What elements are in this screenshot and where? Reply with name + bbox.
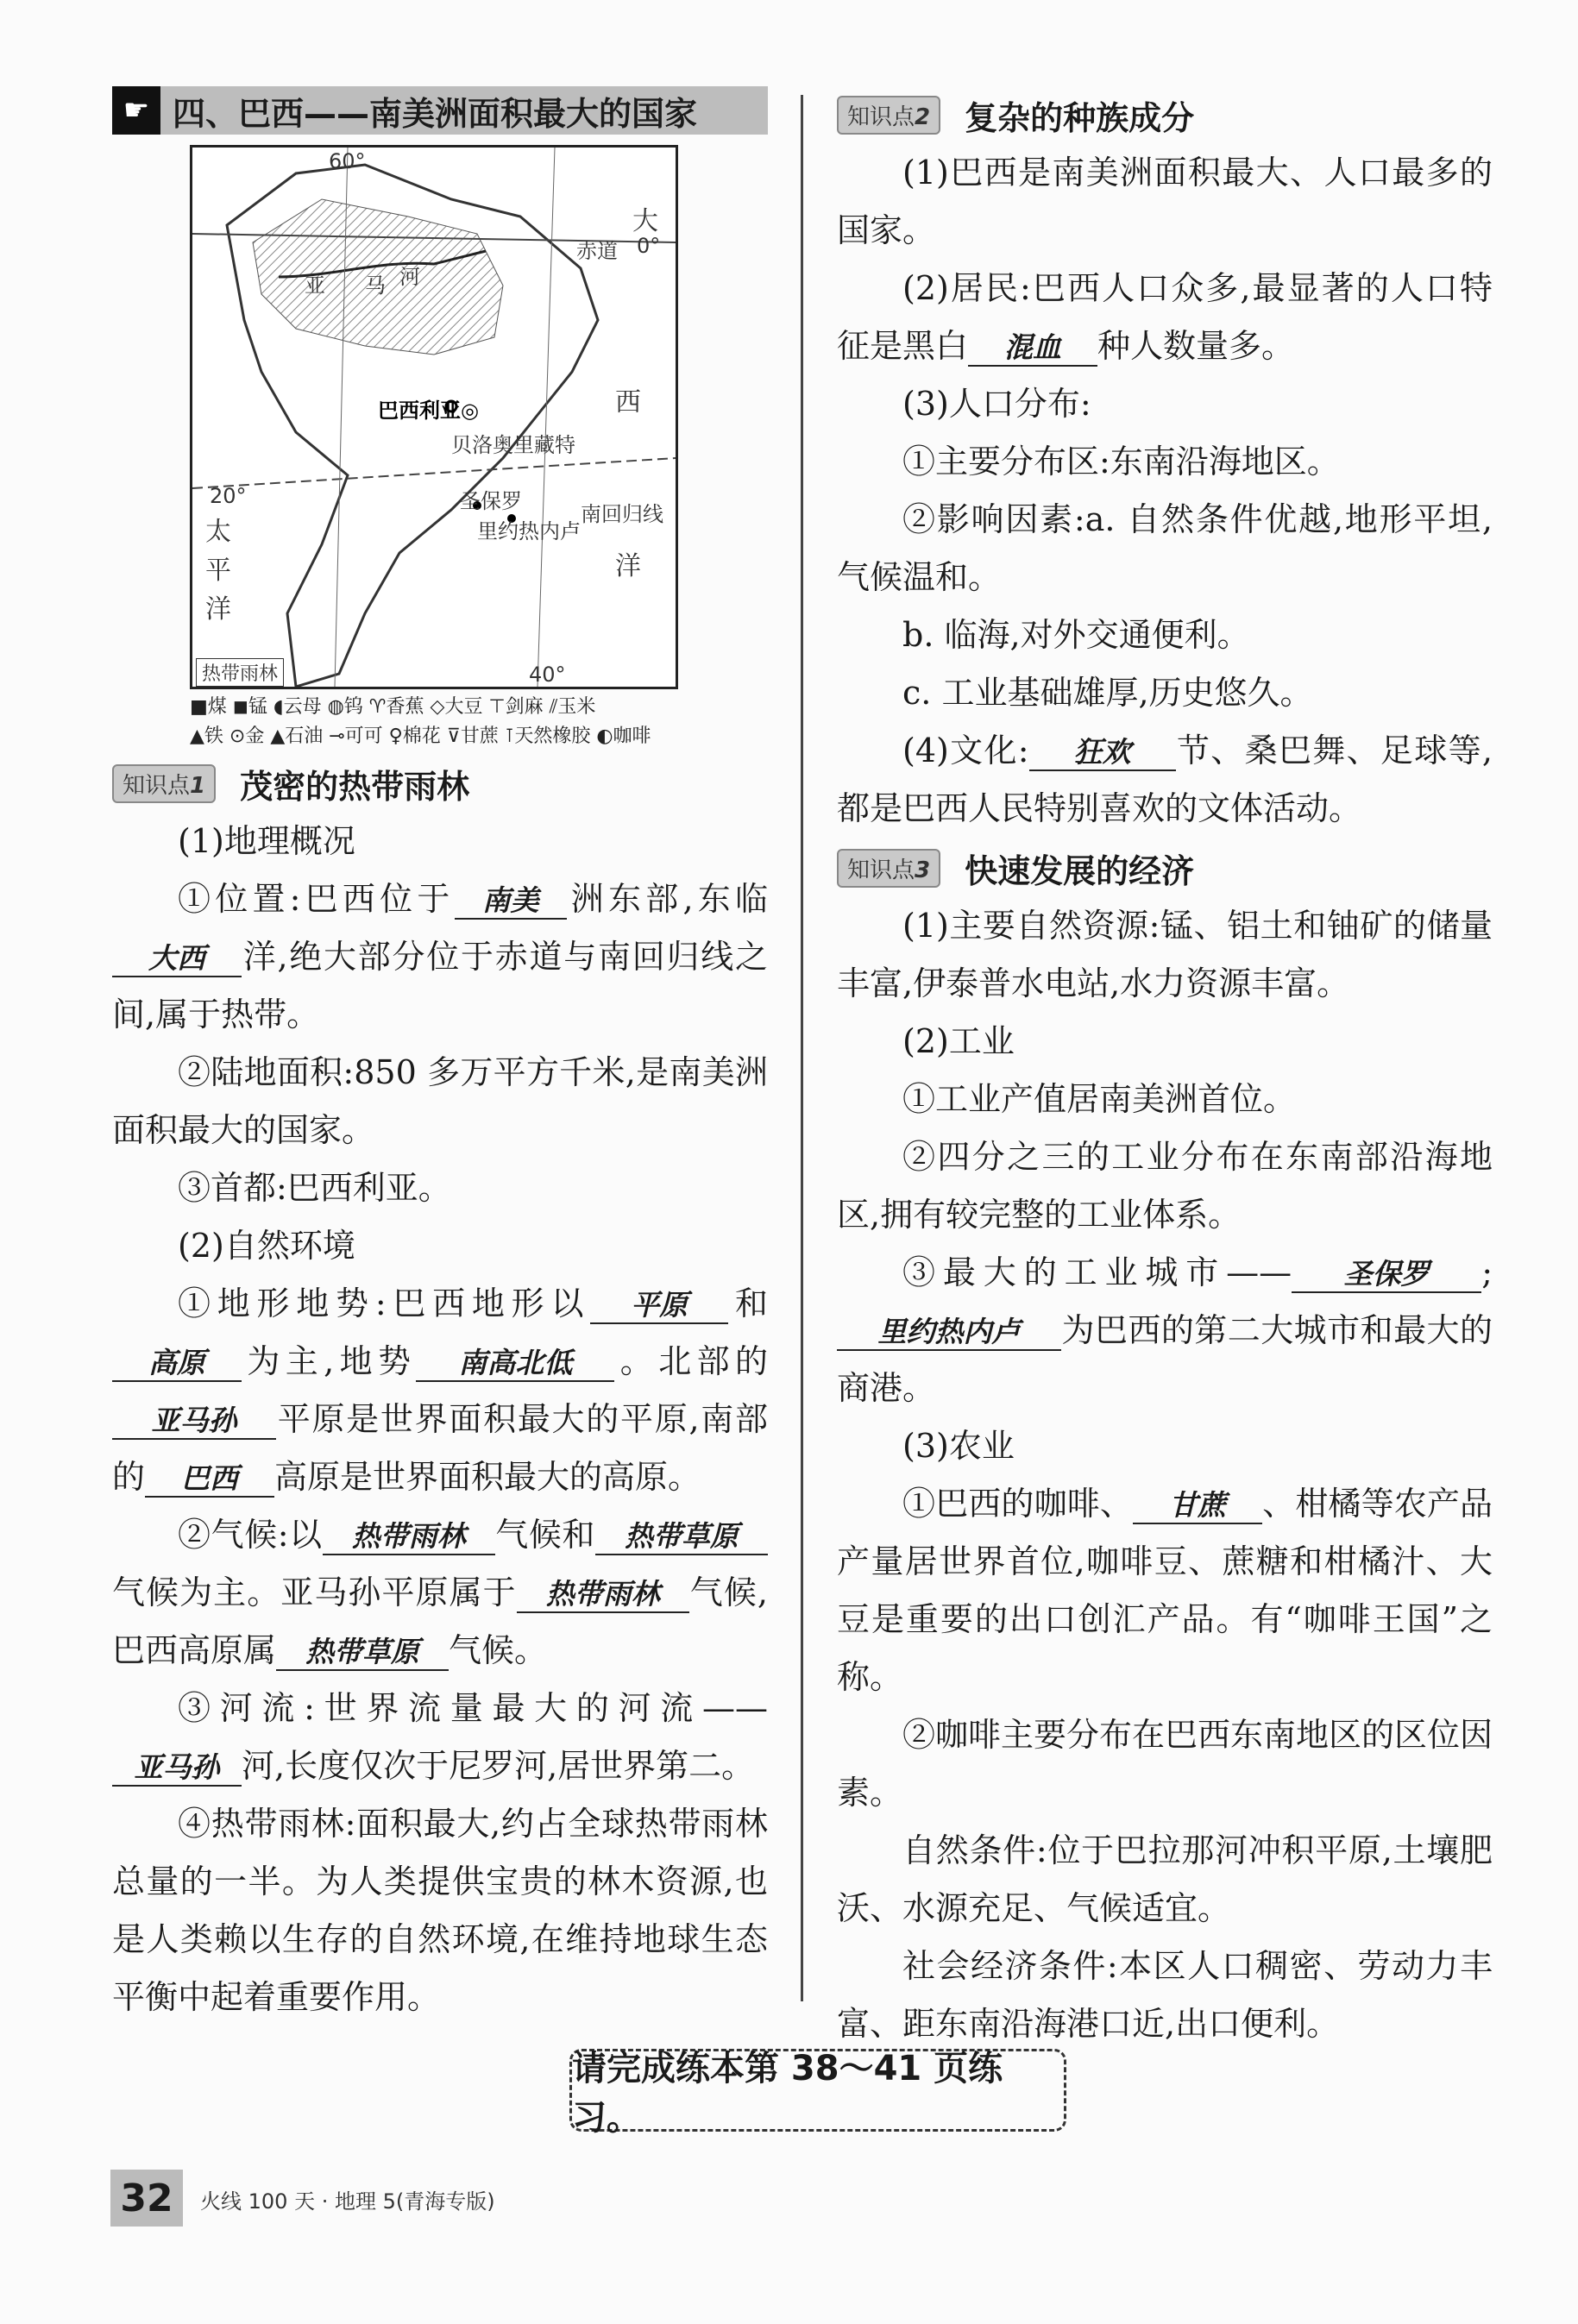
knowledge-point-3-header bbox=[837, 845, 1493, 892]
kp2-p3: (3)人口分布: bbox=[902, 385, 1091, 423]
kp3-p3a: ①巴西的咖啡、 甘蔗 、柑橘等农产品产量居世界首位,咖啡豆、蔗糖和柑橘汁、大豆是重要的出口创汇产品。有“咖啡王国”之称。 bbox=[837, 1485, 1493, 1696]
map-legend bbox=[190, 693, 768, 751]
kp2-p3a: ①主要分布区:东南沿海地区。 bbox=[902, 443, 1340, 481]
kp3-p2: (2)工业 bbox=[902, 1022, 1015, 1060]
section-title-bar bbox=[112, 86, 768, 135]
kp2-p3b: ②影响因素:a. 自然条件优越,地形平坦,气候温和。 bbox=[837, 500, 1493, 596]
map-label-lat20: 20° bbox=[210, 484, 247, 508]
kp1-capital: ③首都:巴西利亚。 bbox=[178, 1169, 451, 1207]
lon40-line bbox=[538, 148, 555, 687]
map-label-lat0: 0° bbox=[637, 234, 661, 258]
map-label-ya: 亚 bbox=[305, 273, 325, 298]
kp1-location: ①位置:巴西位于 南美 洲东部,东临大西 洋,绝大部分位于赤道与南回归线之间,属于热带。 bbox=[112, 880, 768, 1033]
map-label-ma: 马 bbox=[365, 273, 386, 298]
map-label-lon40: 40° bbox=[529, 663, 566, 687]
map-label-ping: 平 bbox=[205, 556, 231, 586]
kp2-p4: (4)文化: 狂欢 节、桑巴舞、足球等,都是巴西人民特别喜欢的文体活动。 bbox=[837, 732, 1493, 827]
kp3-p2a: ①工业产值居南美洲首位。 bbox=[902, 1080, 1297, 1118]
kp1-area: ②陆地面积:850 多万平方千米,是南美洲面积最大的国家。 bbox=[112, 1053, 768, 1149]
footer-text: 火线 100 天 · 地理 5(青海专版) bbox=[200, 2189, 495, 2214]
kp3-p3c: 自然条件:位于巴拉那河冲积平原,土壤肥沃、水源充足、气候适宜。 bbox=[837, 1831, 1493, 1927]
map-label-yang2: 洋 bbox=[205, 594, 231, 625]
map-label-he: 河 bbox=[399, 265, 420, 289]
kp3-tag: 知识点3 bbox=[837, 849, 940, 888]
map-label-saopaulo: 圣保罗 bbox=[460, 489, 522, 513]
map-label-chidao: 赤道 bbox=[576, 239, 618, 263]
kp2-tag: 知识点2 bbox=[837, 96, 940, 135]
map-label-rio: 里约热内卢 bbox=[477, 519, 581, 543]
brazil-map bbox=[190, 145, 678, 689]
page-number: 32 bbox=[110, 2170, 183, 2227]
kp3-p2b: ②四分之三的工业分布在东南部沿海地区,拥有较完整的工业体系。 bbox=[837, 1138, 1493, 1234]
kp1-river: ③河流:世界流量最大的河流——亚马孙 河,长度仅次于尼罗河,居世界第二。 bbox=[112, 1680, 768, 1795]
kp3-title: 快速发展的经济 bbox=[965, 852, 1195, 890]
kp1-terrain: ①地形地势:巴西地形以 平原 和高原 为主,地势 南高北低 。北部的亚马孙 平原是世界面积最大的平原,南部的 巴西 高原是世界面积最大的高原。 bbox=[112, 1284, 768, 1496]
left-column bbox=[112, 86, 768, 2026]
section-title: 四、巴西——南美洲面积最大的国家 bbox=[173, 94, 698, 133]
knowledge-point-1-header bbox=[112, 760, 768, 807]
map-label-yang: 洋 bbox=[615, 551, 641, 581]
kp1-h2: (2)自然环境 bbox=[178, 1227, 355, 1265]
map-label-belo: 贝洛奥里藏特 bbox=[451, 433, 575, 457]
kp3-p2c: ③最大的工业城市—— 圣保罗 ;里约热内卢 为巴西的第二大城市和最大的商港。 bbox=[837, 1253, 1493, 1407]
map-label-tai: 太 bbox=[205, 517, 231, 547]
map-label-xi: 西 bbox=[615, 387, 641, 418]
map-label-tropic: 南回归线 bbox=[581, 502, 663, 526]
map-label-lon60: 60° bbox=[329, 149, 366, 173]
kp1-forest: ④热带雨林:面积最大,约占全球热带雨林总量的一半。为人类提供宝贵的林木资源,也是人类赖以生存的自然环境,在维持地球生态平衡中起着重要作用。 bbox=[112, 1805, 768, 2016]
kp3-p3: (3)农业 bbox=[902, 1427, 1015, 1465]
kp1-title: 茂密的热带雨林 bbox=[240, 768, 470, 806]
legend-row-1: ■煤 ◼锰 ◖云母 ◍钨 ♈香蕉 ◇大豆 ⊤剑麻 ⫽玉米 bbox=[190, 696, 596, 718]
exercise-notice: 请完成练本第 38～41 页练习。 bbox=[569, 2049, 1066, 2132]
pointing-hand-icon: ☛ bbox=[112, 86, 160, 135]
kp2-p2: (2)居民:巴西人口众多,最显著的人口特征是黑白 混血 种人数量多。 bbox=[837, 269, 1493, 365]
kp1-h1: (1)地理概况 bbox=[178, 822, 355, 860]
kp3-p1: (1)主要自然资源:锰、铝土和铀矿的储量丰富,伊泰普水电站,水力资源丰富。 bbox=[837, 907, 1493, 1002]
right-column bbox=[837, 86, 1493, 2053]
map-label-da: 大 bbox=[632, 206, 658, 236]
map-legend-rainforest: 热带雨林 bbox=[196, 658, 284, 687]
kp1-climate: ②气候:以 热带雨林 气候和 热带草原气候为主。亚马孙平原属于 热带雨林 气候,巴西高原属 热带草原 气候。 bbox=[112, 1516, 768, 1669]
kp2-p1: (1)巴西是南美洲面积最大、人口最多的国家。 bbox=[837, 154, 1493, 249]
column-divider bbox=[801, 95, 803, 2001]
kp3-p3d: 社会经济条件:本区人口稠密、劳动力丰富、距东南沿海港口近,出口便利。 bbox=[837, 1947, 1493, 2043]
legend-row-2: ▲铁 ⊙金 ▲石油 ⊸可可 ♀棉花 ⊽甘蔗 ⊺天然橡胶 ◐咖啡 bbox=[190, 725, 651, 747]
kp2-title: 复杂的种族成分 bbox=[965, 99, 1195, 137]
kp3-p3b: ②咖啡主要分布在巴西东南地区的区位因素。 bbox=[837, 1716, 1493, 1812]
knowledge-point-2-header bbox=[837, 91, 1493, 139]
kp1-tag: 知识点1 bbox=[112, 764, 216, 803]
kp2-p3c: b. 临海,对外交通便利。 bbox=[902, 616, 1250, 654]
kp2-p3d: c. 工业基础雄厚,历史悠久。 bbox=[902, 674, 1313, 712]
map-label-brasilia: 巴西利亚◎ bbox=[378, 399, 479, 423]
